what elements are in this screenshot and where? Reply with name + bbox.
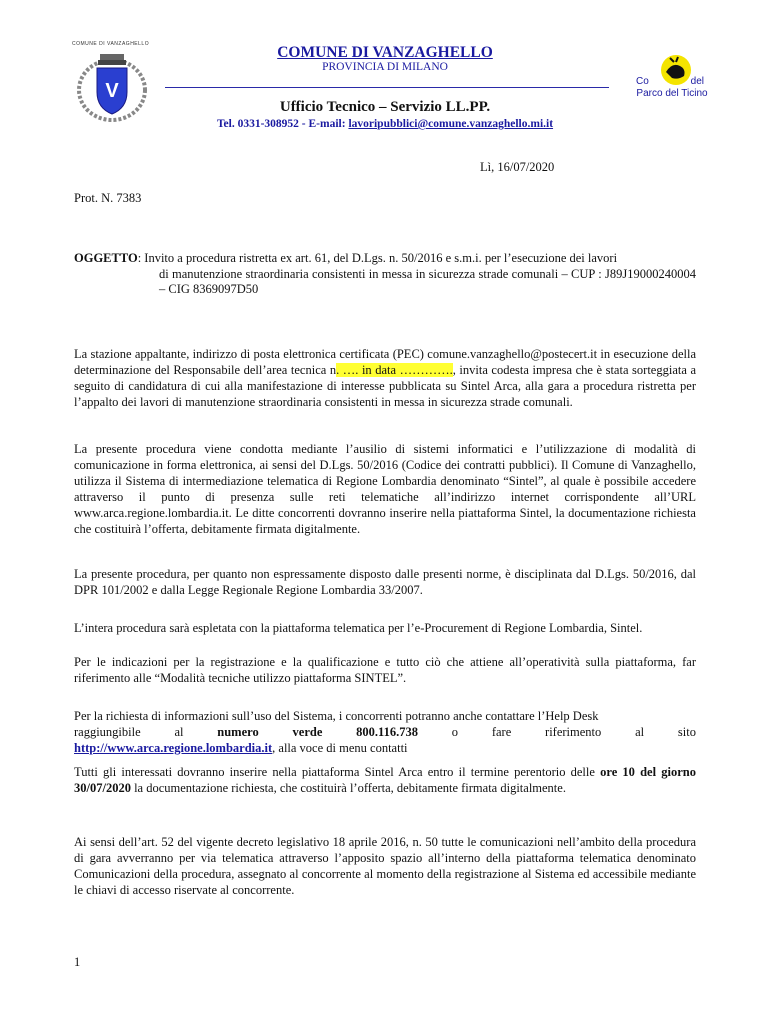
page-title: COMUNE DI VANZAGHELLO bbox=[277, 44, 493, 61]
p5-line1: Per la richiesta di informazioni sull’uso del Sistema, i concorrenti potranno anche contattare l’Help Desk bbox=[74, 709, 599, 723]
document-date: Lì, 16/07/2020 bbox=[480, 160, 555, 174]
p5-word: raggiungibile bbox=[74, 725, 141, 739]
p1-highlight: . …. in data …………. bbox=[336, 363, 453, 377]
p5-word: riferimento bbox=[545, 725, 602, 739]
p5-word: sito bbox=[677, 725, 696, 739]
p5-word: o bbox=[451, 725, 459, 739]
deadline: ore 10 del giorno 30/07/2020 bbox=[74, 765, 696, 795]
park-line1-right: del bbox=[690, 76, 704, 87]
contacts bbox=[100, 118, 670, 130]
p1-text-after: , invita codesta impresa che è stata sorteggiata a seguito di candidatura di cui alla manifestazione di interesse pubblicata su Sintel Arca, alla gara a procedura ristretta per l’appalto dei lavori di manutenzione straordinaria consistenti in messa in sicurezza strade comunali. bbox=[74, 363, 696, 409]
p5-word: verde bbox=[292, 725, 323, 739]
crest-label: COMUNE DI VANZAGHELLO bbox=[72, 41, 150, 47]
p1-text: La stazione appaltante, indirizzo di posta elettronica certificata (PEC) comune.vanzaghello@postecert.it in esecuzione della determinazione del Responsabile dell’area tecnica n bbox=[74, 347, 696, 377]
office-name: Ufficio Tecnico – Servizio LL.PP. bbox=[279, 99, 491, 115]
p5-line2 bbox=[74, 724, 696, 740]
park-text bbox=[626, 76, 718, 100]
p5-line3 bbox=[74, 740, 696, 756]
paragraph-2: La presente procedura viene condotta mediante l’ausilio di sistemi informatici e l’utilizzazione di modalità di comunicazione in forma elettronica, ai sensi del D.Lgs. 50/2016 (Codice dei contratti pubblici). Il Comune di Vanzaghello, utilizza il Sistema di intermediazione telematica di Regione Lombardia denominato “Sintel”, al quale è possibile accedere attraverso il punto di presenza sulle reti telematiche all’indirizzo internet corrispondente all’URL www.arca.regione.lombardia.it. Le ditte concorrenti dovranno inserire nella piattaforma Sintel, la documentazione richiesta che costituirà l’offerta, debitamente firmata digitalmente. bbox=[74, 442, 696, 536]
page-number: 1 bbox=[74, 955, 81, 969]
p5-word: al bbox=[174, 725, 184, 739]
p6-text: Tutti gli interessati dovranno inserire nella piattaforma Sintel Arca entro il termine perentorio delle bbox=[74, 765, 601, 779]
subject-rest: di manutenzione straordinaria consistenti in messa in sicurezza strade comunali – CUP : J89J19000240004 – CIG 8369097D50 bbox=[159, 266, 696, 296]
header-divider bbox=[165, 87, 609, 88]
p6-text-after: la documentazione richiesta, che costituirà l’offerta, debitamente firmata digitalmente. bbox=[130, 781, 566, 795]
paragraph-1 bbox=[74, 346, 696, 410]
crest-letter: V bbox=[105, 80, 119, 102]
paragraph-6 bbox=[74, 764, 696, 796]
arca-website-link[interactable]: http://www.arca.regione.lombardia.it bbox=[74, 741, 273, 755]
park-line2: Parco del Ticino bbox=[636, 88, 708, 99]
email-link[interactable]: lavoripubblici@comune.vanzaghello.mi.it bbox=[348, 118, 554, 130]
p5-word: al bbox=[635, 725, 645, 739]
subject-label: OGGETTO bbox=[74, 251, 138, 265]
p5-word: numero bbox=[217, 725, 259, 739]
p5-word: fare bbox=[491, 725, 512, 739]
paragraph-7: Ai sensi dell’art. 52 del vigente decreto legislativo 18 aprile 2016, n. 50 tutte le comunicazioni nell’ambito della procedura di gara avverranno per via telematica attraverso l’apposito spazio all’interno della piattaforma telematica denominato Comunicazioni della procedura, assegnato al concorrente al momento della registrazione al Sistema ed accessibile mediante le chiavi di accesso riservate al concorrente. bbox=[74, 835, 696, 897]
paragraph-3: La presente procedura, per quanto non espressamente disposto dalle presenti norme, è disciplinata dal D.Lgs. 50/2016, dal DPR 101/2002 e dalla Legge Regionale Regione Lombardia 33/2007. bbox=[74, 567, 696, 597]
park-line1-left: Co bbox=[636, 76, 649, 87]
paragraph-5 bbox=[74, 708, 696, 756]
helpdesk-number: 800.116.738 bbox=[356, 725, 418, 739]
paragraph-4a: L’intera procedura sarà espletata con la piattaforma telematica per l’e-Procurement di Regione Lombardia, Sintel. bbox=[74, 621, 643, 635]
municipal-crest-logo bbox=[74, 50, 150, 124]
subject-line1: : Invito a procedura ristretta ex art. 61, del D.Lgs. n. 50/2016 e s.m.i. per l’esecuzione dei lavori bbox=[137, 251, 618, 265]
subject bbox=[74, 251, 696, 298]
province: PROVINCIA DI MILANO bbox=[322, 61, 448, 73]
p5-after: , alla voce di menu contatti bbox=[272, 741, 408, 755]
contacts-text: Tel. 0331-308952 - E-mail: bbox=[216, 118, 349, 130]
protocol-number: Prot. N. 7383 bbox=[74, 191, 142, 205]
paragraph-4b: Per le indicazioni per la registrazione e la qualificazione e tutto ciò che attiene all’operatività sulla piattaforma, far riferimento alle “Modalità tecniche utilizzo piattaforma SINTEL”. bbox=[74, 655, 696, 685]
